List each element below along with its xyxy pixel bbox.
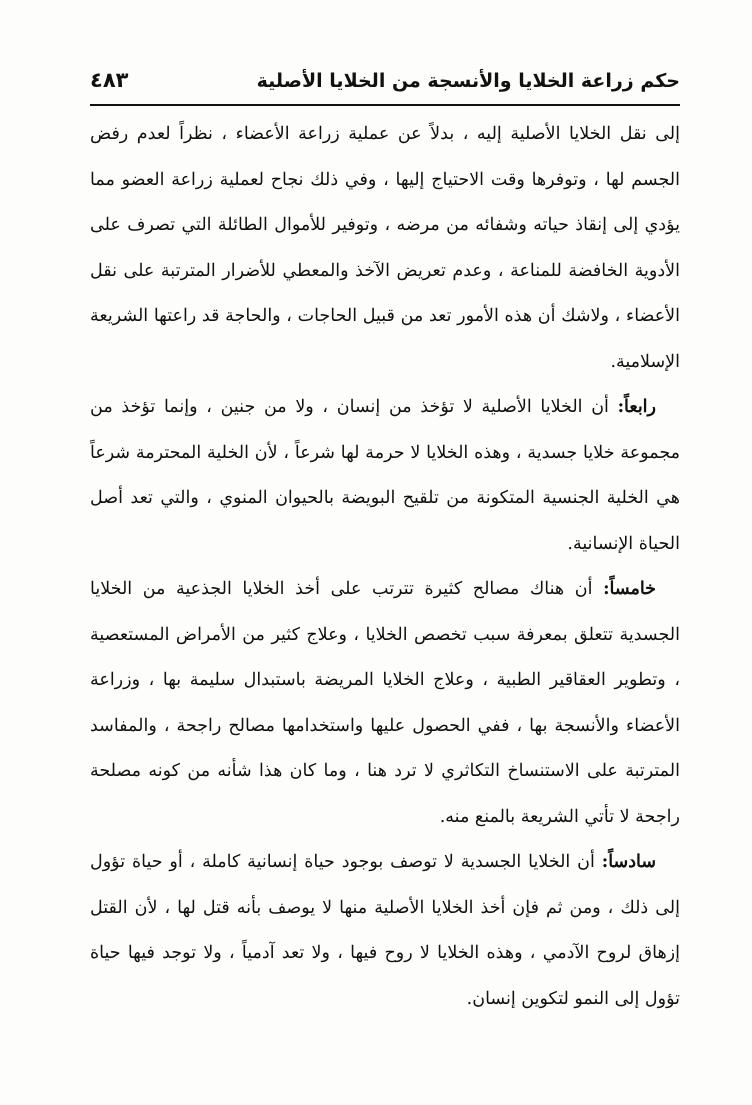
paragraph-text: إلى نقل الخلايا الأصلية إليه ، بدلاً عن عملية زراعة الأعضاء ، نظراً لعدم رفض الجسم لها ، وتوفرها وقت الاحتياج إليها ، وفي ذلك نجاح لعملية زراعة العضو مما يؤدي إلى إنقاذ حياته وشفائه من مرضه ، وتوفير للأموال الطائلة التي تصرف على الأدوية الخافضة للمناعة ، وعدم تعريض الآخذ والمعطي للأضرار المترتبة على نقل الأعضاء ، ولاشك أن هذه الأمور تعد من قبيل الحاجات ، والحاجة قد راعتها الشريعة الإسلامية. <box>90 124 680 372</box>
paragraph-fifth <box>90 567 680 840</box>
paragraph-text: أن هناك مصالح كثيرة تترتب على أخذ الخلايا الجذعية من الخلايا الجسدية تتعلق بمعرفة سبب تخصص الخلايا ، وعلاج كثير من الأمراض المستعصية ، وتطوير العقاقير الطبية ، وعلاج الخلايا المريضة باستبدال سليمة بها ، وزراعة الأعضاء والأنسجة بها ، ففي الحصول عليها واستخدامها مصالح راجحة ، والمفاسد المترتبة على الاستنساخ التكاثري لا ترد هنا ، وما كان هذا شأنه من كونه مصلحة راجحة لا تأتي الشريعة بالمنع منه. <box>90 579 680 827</box>
paragraph-continuation <box>90 112 680 385</box>
paragraph-lead: خامساً: <box>603 579 656 599</box>
paragraph-text: أن الخلايا الجسدية لا توصف بوجود حياة إنسانية كاملة ، أو حياة تؤول إلى ذلك ، ومن ثم فإن أخذ الخلايا الأصلية منها لا يوصف بأنه قتل لها ، لأن القتل إزهاق لروح الآدمي ، وهذه الخلايا لا روح فيها ، ولا تعد آدمياً ، ولا توجد فيها حياة تؤول إلى النمو لتكوين إنسان. <box>90 852 680 1009</box>
body-text <box>90 112 680 1022</box>
running-header <box>90 62 680 102</box>
page-number: ٤٨٣ <box>90 68 129 92</box>
paragraph-sixth <box>90 840 680 1022</box>
paragraph-lead: سادساً: <box>601 852 656 872</box>
paragraph-text: أن الخلايا الأصلية لا تؤخذ من إنسان ، ولا من جنين ، وإنما تؤخذ من مجموعة خلايا جسدية ، وهذه الخلايا لا حرمة لها شرعاً ، لأن الخلية المحترمة شرعاً هي الخلية الجنسية المتكونة من تلقيح البويضة بالحيوان المنوي ، والتي تعد أصل الحياة الإنسانية. <box>90 397 680 554</box>
running-header-title: حكم زراعة الخلايا والأنسجة من الخلايا الأصلية <box>256 70 680 92</box>
paragraph-lead: رابعاً: <box>617 397 656 417</box>
header-divider <box>90 104 680 106</box>
paragraph-fourth <box>90 385 680 567</box>
